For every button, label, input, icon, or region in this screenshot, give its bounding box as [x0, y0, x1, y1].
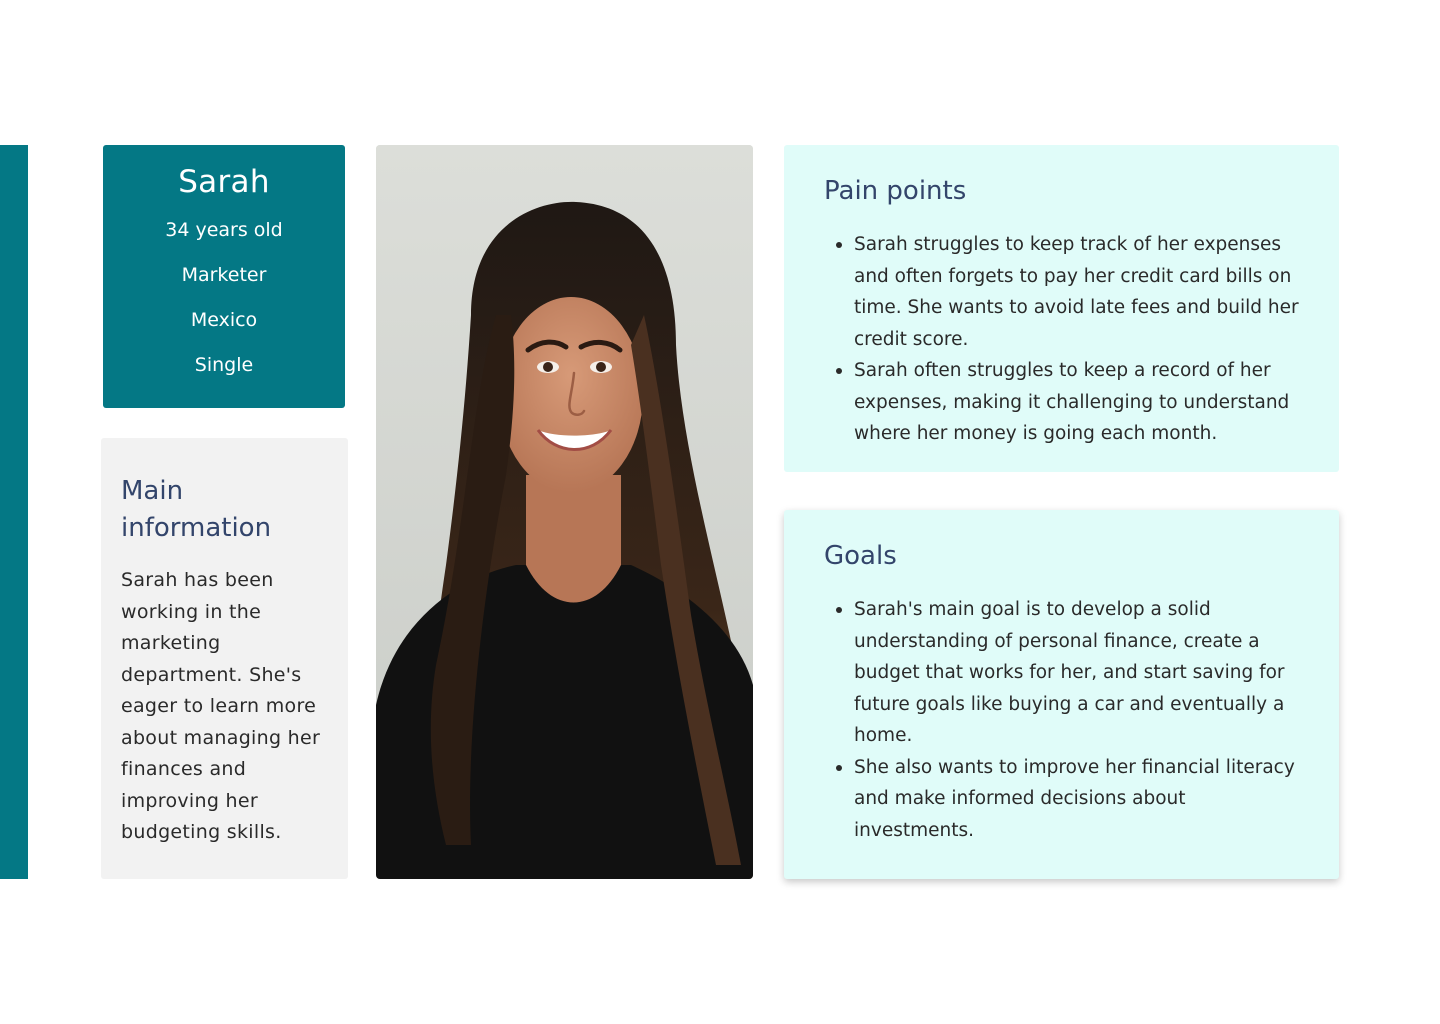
- accent-bar: [0, 145, 28, 879]
- persona-name: Sarah: [178, 164, 270, 200]
- portrait-photo: [376, 145, 753, 879]
- persona-attributes: [103, 218, 345, 398]
- persona-location: Mexico: [190, 309, 258, 331]
- profile-card: [103, 145, 345, 408]
- main-information-text: Sarah has been working in the marketing department. She's eager to learn more about managing her finances and improving her budgeting skills.: [121, 569, 321, 843]
- pain-point-item: Sarah often struggles to keep a record of her expenses, making it challenging to understand where her money is going each month.: [854, 355, 1299, 450]
- persona-occupation: Marketer: [181, 264, 267, 286]
- goals-panel: [784, 510, 1339, 879]
- goals-title: Goals: [824, 541, 897, 571]
- pain-point-item: Sarah struggles to keep track of her expenses and often forgets to pay her credit card bills on time. She wants to avoid late fees and build her credit score.: [854, 229, 1299, 355]
- goals-list: [824, 594, 1299, 846]
- goal-item: She also wants to improve her financial literacy and make informed decisions about investments.: [854, 752, 1299, 847]
- persona-age: 34 years old: [165, 219, 283, 241]
- pain-points-list: [824, 229, 1299, 450]
- goal-item: Sarah's main goal is to develop a solid understanding of personal finance, create a budget that works for her, and start saving for future goals like buying a car and eventually a home.: [854, 594, 1299, 752]
- main-information-title: Main information: [121, 476, 272, 543]
- main-information-card: [101, 438, 348, 879]
- pain-points-title: Pain points: [824, 176, 967, 206]
- pain-points-panel: [784, 145, 1339, 472]
- persona-status: Single: [194, 354, 254, 376]
